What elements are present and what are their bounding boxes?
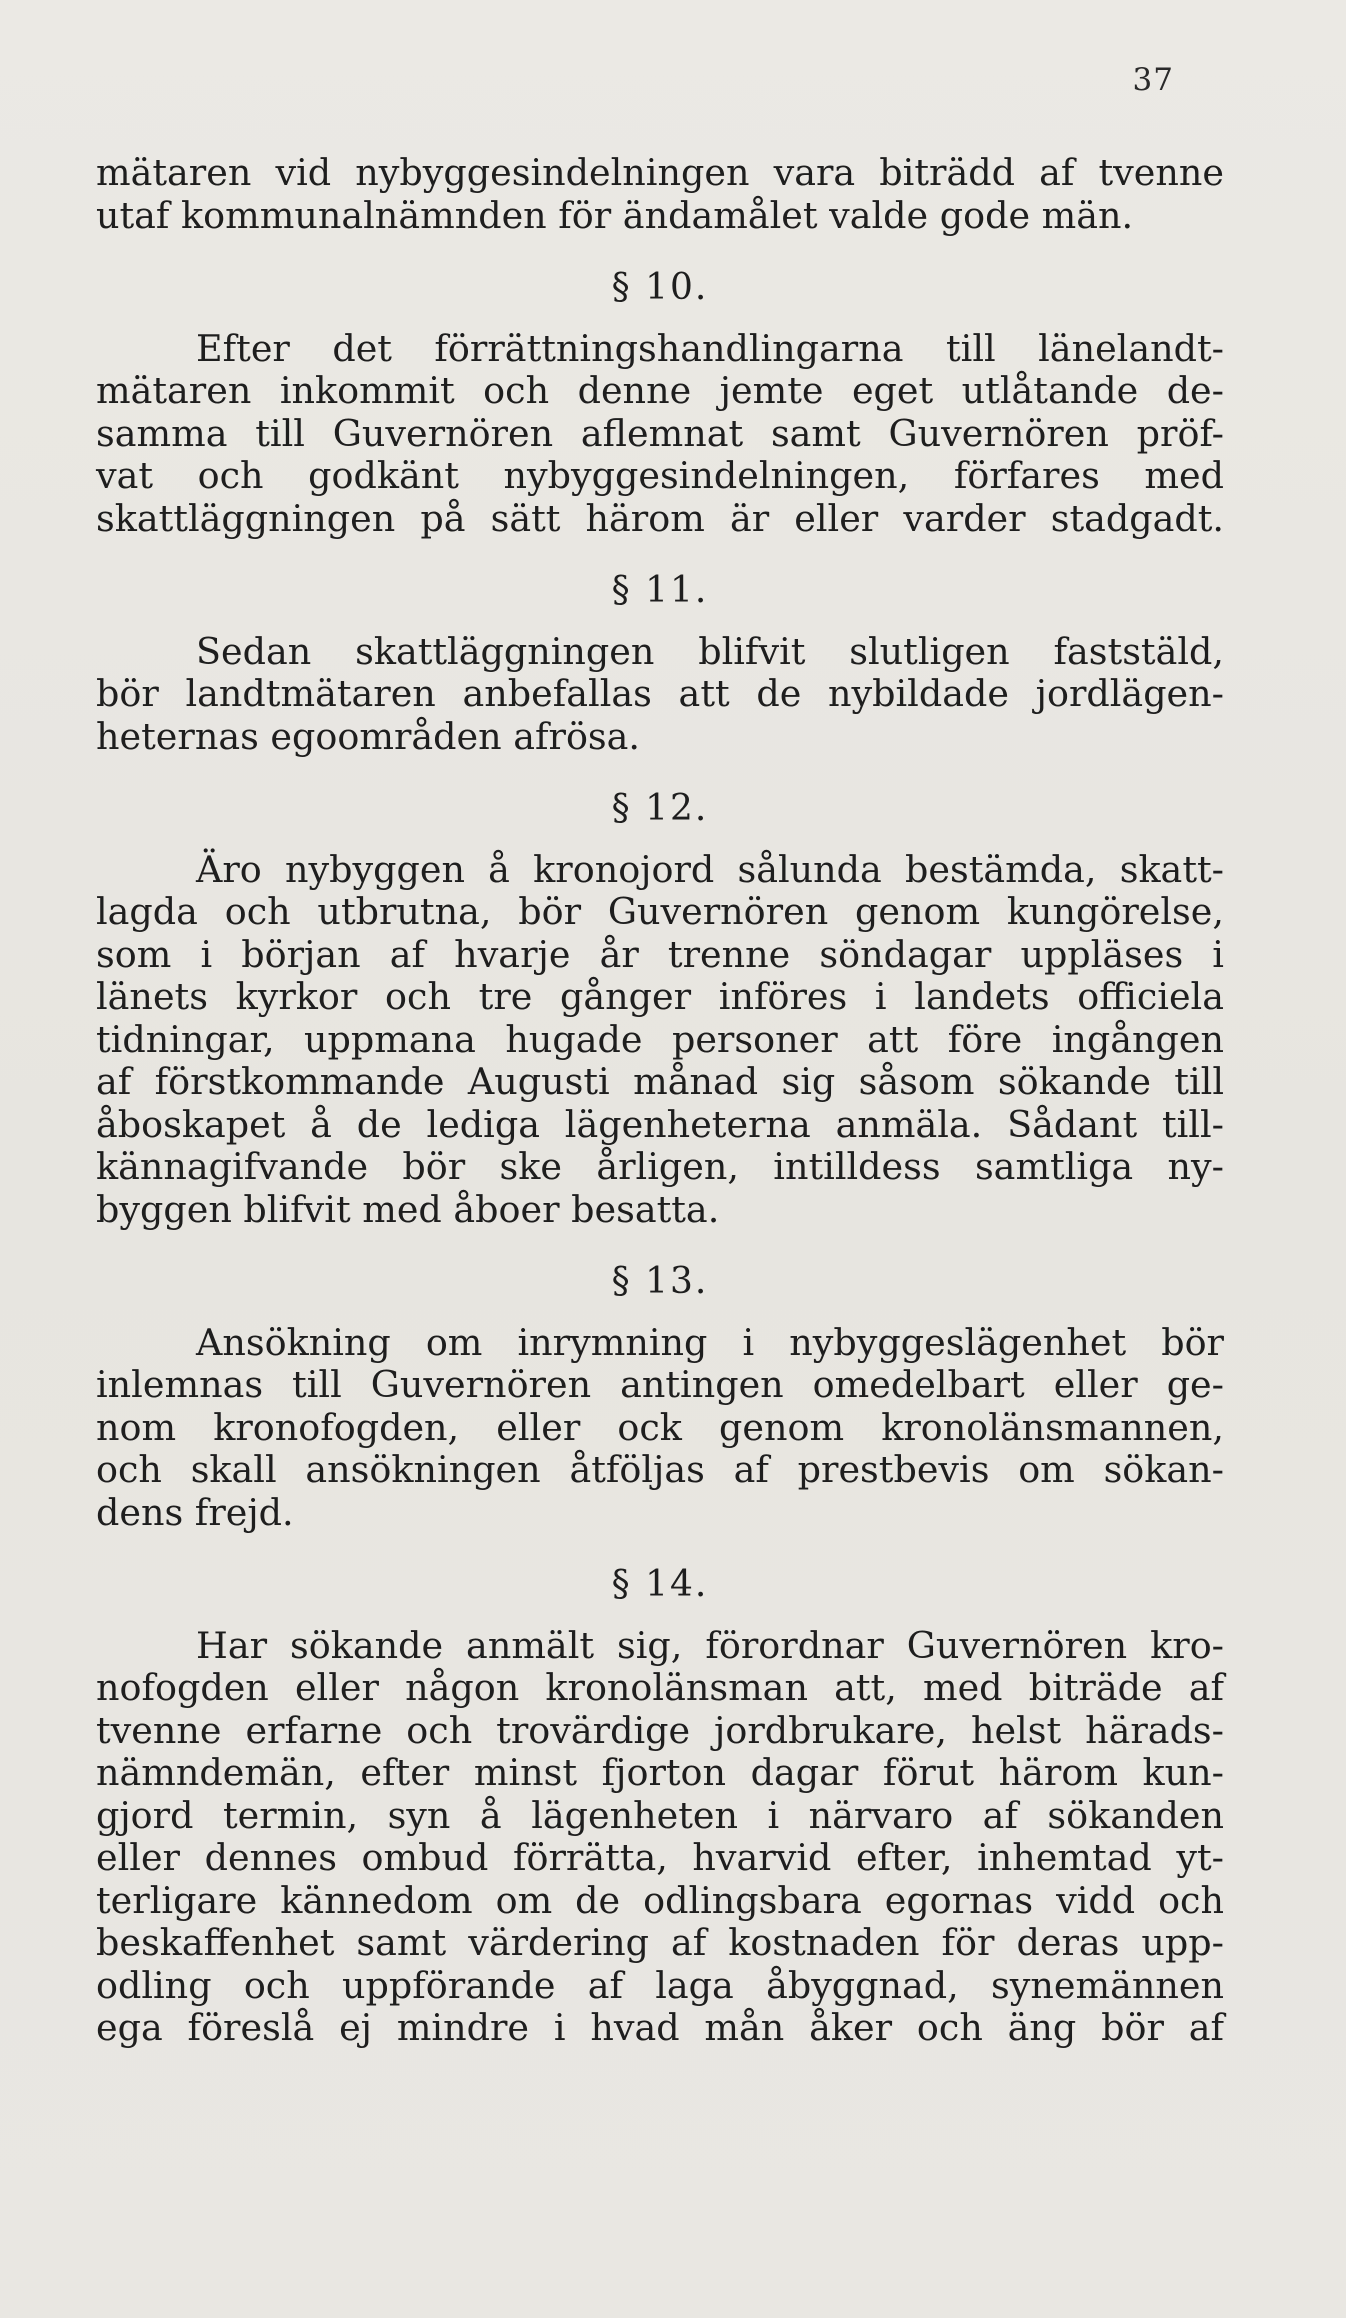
text-line: tidningar, uppmana hugade personer att före ingången <box>96 1017 1224 1061</box>
text-line: kännagifvande bör ske årligen, intilldess samtliga ny- <box>96 1145 1224 1188</box>
text-line: ega föreslå ej mindre i hvad mån åker och äng bör af <box>96 2006 1224 2049</box>
section-heading-13: § 13. <box>611 1261 709 1302</box>
text-line: byggen blifvit med åboer besatta. <box>96 1187 720 1231</box>
text-line: skattläggningen på sätt härom är eller varder stadgadt. <box>96 496 1224 540</box>
text-line: vat och godkänt nybyggesindelningen, förfares med <box>96 454 1224 497</box>
section-heading-10: § 10. <box>611 267 709 308</box>
text-line: tvenne erfarne och trovärdige jordbrukare, helst härads- <box>96 1708 1224 1752</box>
text-line: odling och uppförande af laga åbyggnad, synemännen <box>96 1963 1224 2007</box>
section-heading-14: § 14. <box>611 1564 709 1605</box>
text-line: gjord termin, syn å lägenheten i närvaro af sökanden <box>96 1793 1224 1837</box>
text-line: nämndemän, efter minst fjorton dagar förut härom kun- <box>96 1751 1224 1794</box>
text-line: heternas egoområden afrösa. <box>96 714 641 758</box>
text-line: eller dennes ombud förrätta, hvarvid efter, inhemtad yt- <box>96 1836 1224 1879</box>
text-line: Ansökning om inrymning i nybyggeslägenhet bör <box>196 1320 1224 1364</box>
text-line: åboskapet å de lediga lägenheterna anmäla. Sådant till- <box>96 1102 1224 1146</box>
text-line: som i början af hvarje år trenne söndagar uppläses i <box>96 932 1224 976</box>
text-line: nom kronofogden, eller ock genom kronolänsmannen, <box>96 1405 1224 1449</box>
text-line: nofogden eller någon kronolänsman att, med biträde af <box>96 1666 1224 1709</box>
text-line: beskaffenhet samt värdering af kostnaden för deras upp- <box>96 1921 1224 1964</box>
section-10-paragraph <box>96 328 1224 541</box>
intro-paragraph <box>96 152 1224 237</box>
text-line: inlemnas till Guvernören antingen omedelbart eller ge- <box>96 1363 1224 1406</box>
section-14-paragraph <box>96 1625 1224 2050</box>
section-12-paragraph <box>96 849 1224 1232</box>
text-line: Har sökande anmält sig, förordnar Guvernören kro- <box>196 1623 1224 1667</box>
text-line: dens frejd. <box>96 1490 294 1534</box>
section-13-paragraph <box>96 1322 1224 1535</box>
text-line: samma till Guvernören aflemnat samt Guvernören pröf- <box>96 411 1224 455</box>
text-line: Sedan skattläggningen blifvit slutligen faststäld, <box>196 629 1224 673</box>
text-line: och skall ansökningen åtföljas af prestbevis om sökan- <box>96 1448 1224 1491</box>
text-line: Äro nybyggen å kronojord sålunda bestämda, skatt- <box>196 847 1224 891</box>
text-line: lagda och utbrutna, bör Guvernören genom kungörelse, <box>96 890 1224 933</box>
section-heading-12: § 12. <box>611 788 709 829</box>
section-11-paragraph <box>96 631 1224 759</box>
text-line: Efter det förrättningshandlingarna till länelandt- <box>196 326 1224 370</box>
text-line: mätaren inkommit och denne jemte eget utlåtande de- <box>96 369 1224 412</box>
text-line: bör landtmätaren anbefallas att de nybildade jordlägen- <box>96 672 1224 715</box>
page-number: 37 <box>1132 62 1174 98</box>
text-line: utaf kommunalnämnden för ändamålet valde gode män. <box>96 193 1134 237</box>
section-heading-11: § 11. <box>611 570 709 611</box>
page-body <box>96 152 1224 2050</box>
text-line: mätaren vid nybyggesindelningen vara biträdd af tvenne <box>96 151 1224 194</box>
text-line: länets kyrkor och tre gånger införes i landets officiela <box>96 975 1224 1018</box>
text-line: af förstkommande Augusti månad sig såsom sökande till <box>96 1060 1224 1103</box>
text-line: terligare kännedom om de odlingsbara egornas vidd och <box>96 1878 1224 1922</box>
